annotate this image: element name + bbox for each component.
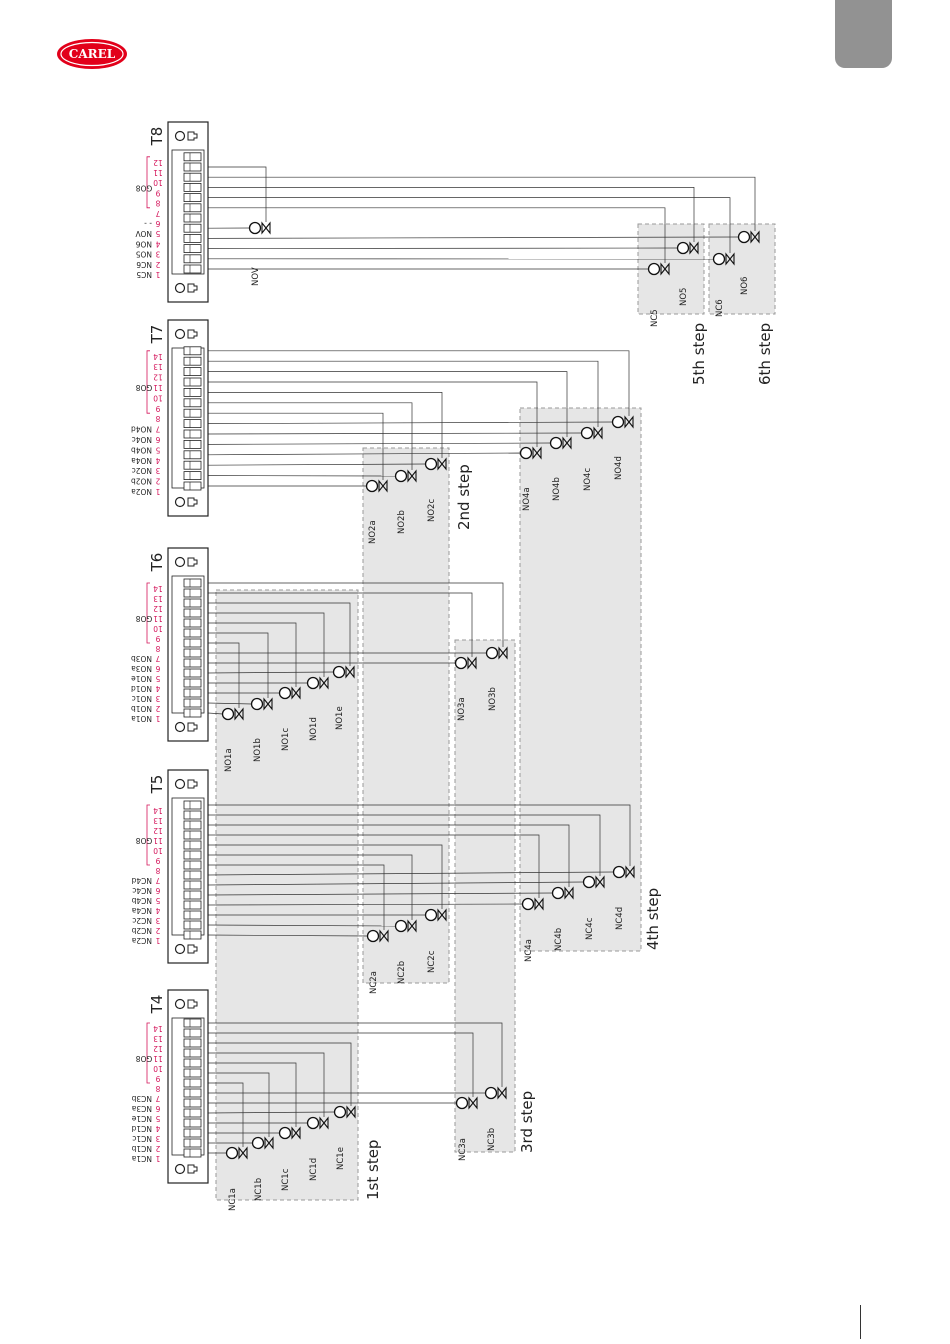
terminal-title: T5: [148, 774, 166, 794]
pin-slot: [184, 378, 201, 386]
valve-label: NC1d: [309, 1157, 319, 1181]
pin-number: 14: [153, 806, 163, 815]
valve-body: [262, 223, 270, 233]
pin-number: 4: [155, 906, 161, 915]
valve-coil: [223, 709, 234, 720]
pin-number: 7: [155, 424, 161, 434]
pin-slot: [184, 629, 201, 637]
valve-coil: [308, 1118, 319, 1129]
pin-number: 2: [155, 1144, 161, 1153]
wire: [208, 248, 678, 249]
pin-number: 1: [155, 936, 161, 945]
pin-number: 13: [153, 1034, 163, 1043]
pin-slot: [184, 472, 201, 480]
pin-number: 8: [155, 198, 161, 208]
wire: [208, 177, 755, 231]
pin-label: NC1d: [131, 1124, 152, 1133]
pin-label: NC3b: [131, 1094, 152, 1103]
valve-coil: [396, 921, 407, 932]
pin-label: NC1e: [131, 1114, 152, 1123]
pin-label: NC2c: [132, 916, 152, 925]
pin-label: NO6: [135, 239, 152, 249]
valve-label: NC1a: [228, 1188, 238, 1211]
pin-label: NO4a: [131, 455, 152, 465]
pin-number: 12: [153, 1044, 163, 1053]
pin-slot: [184, 1069, 201, 1077]
valve-coil: [714, 254, 725, 265]
pin-number: 7: [155, 876, 161, 885]
group-bracket: [147, 1023, 150, 1083]
pin-number: 10: [153, 1064, 163, 1073]
step-label: 1st step: [364, 1139, 382, 1200]
wire: [208, 208, 665, 263]
pin-slot: [184, 347, 201, 355]
wire: [208, 443, 551, 444]
pin-number: 13: [153, 816, 163, 825]
valve-coil: [227, 1148, 238, 1159]
valve-label: NC6: [715, 299, 725, 317]
valve-label: NC2b: [397, 960, 407, 984]
group-label: GO8: [135, 1054, 153, 1063]
pin-number: 3: [155, 466, 161, 476]
valve-coil: [368, 931, 379, 942]
pin-number: 3: [155, 1134, 161, 1143]
pin-slot: [184, 214, 201, 222]
pin-slot: [184, 831, 201, 839]
pin-slot: [184, 245, 201, 253]
terminal-t4: [131, 990, 208, 1183]
valve-coil: [614, 867, 625, 878]
pin-slot: [184, 430, 201, 438]
pin-number: 12: [153, 157, 163, 167]
group-label: GO8: [135, 183, 153, 193]
pin-number: 6: [155, 219, 161, 228]
pin-slot: [184, 649, 201, 657]
valve-label: NOV: [251, 267, 261, 286]
valve-coil: [487, 648, 498, 659]
pin-label: NC2a: [131, 936, 152, 945]
terminal-t5: [131, 770, 208, 963]
pin-slot: [184, 709, 201, 717]
valve-label: NO2b: [397, 510, 407, 534]
valve-label: NC1b: [254, 1177, 264, 1201]
valve-label: NO4a: [522, 487, 532, 511]
pin-slot: [184, 1029, 201, 1037]
pin-number: 8: [155, 1084, 161, 1093]
step-label: 2nd step: [455, 464, 473, 530]
pin-number: 4: [155, 455, 161, 465]
group-label: GO8: [135, 836, 153, 845]
valve-coil: [456, 658, 467, 669]
valve-coil: [486, 1088, 497, 1099]
pin-slot: [184, 1049, 201, 1057]
pin-slot: [184, 659, 201, 667]
pin-number: 11: [153, 1054, 163, 1063]
pin-number: 4: [155, 1124, 161, 1133]
valve-coil: [367, 481, 378, 492]
terminal-title: T8: [148, 126, 166, 146]
pin-number: 10: [153, 846, 163, 855]
valve-coil: [739, 232, 750, 243]
pin-number: 9: [155, 188, 161, 198]
pin-slot: [184, 224, 201, 232]
pin-label: NO5: [135, 249, 152, 259]
pin-number: 9: [155, 856, 161, 865]
pin-number: 1: [155, 714, 161, 723]
pin-slot: [184, 357, 201, 365]
pin-number: 14: [153, 351, 163, 361]
group-label: GO8: [135, 383, 153, 392]
valve-coil: [308, 678, 319, 689]
pin-slot: [184, 679, 201, 687]
pin-slot: [184, 451, 201, 459]
pin-number: 10: [153, 393, 163, 403]
pin-number: 9: [155, 634, 161, 643]
pin-slot: [184, 388, 201, 396]
pin-number: 14: [153, 584, 163, 593]
pin-slot: [184, 1079, 201, 1087]
wire: [208, 167, 266, 222]
pin-slot: [184, 609, 201, 617]
pin-slot: [184, 255, 201, 263]
pin-label: NO2a: [131, 487, 152, 496]
wire: [208, 187, 694, 242]
pin-slot: [184, 619, 201, 627]
valve-coil: [551, 438, 562, 449]
pin-slot: [184, 1109, 201, 1117]
pin-slot: [184, 841, 201, 849]
pin-number: 8: [155, 866, 161, 875]
pin-label: NO1d: [130, 684, 152, 693]
pin-number: 1: [155, 487, 161, 496]
valve-coil: [426, 910, 437, 921]
valve-coil: [426, 459, 437, 470]
pin-slot: [184, 173, 201, 181]
pin-slot: [184, 399, 201, 407]
pin-slot: [184, 163, 201, 171]
valve-coil: [280, 1128, 291, 1139]
pin-number: 2: [155, 704, 161, 713]
pin-label: NC1c: [132, 1134, 152, 1143]
pin-slot: [184, 599, 201, 607]
pin-number: 2: [155, 259, 161, 269]
pin-number: 12: [153, 372, 163, 382]
terminal-title: T7: [148, 324, 166, 344]
valve-label: NO3a: [457, 697, 467, 721]
pin-number: 5: [155, 229, 161, 239]
valve-label: NO4c: [583, 467, 593, 491]
pin-number: 3: [155, 694, 161, 703]
pin-slot: [184, 891, 201, 899]
group-bracket: [147, 157, 150, 208]
valve-coil: [553, 888, 564, 899]
pin-label: NC4d: [131, 876, 152, 885]
pin-label: NC6: [136, 259, 152, 269]
pin-number: 11: [153, 836, 163, 845]
pin-slot: [184, 911, 201, 919]
pin-slot: [184, 811, 201, 819]
pin-slot: [184, 1099, 201, 1107]
pin-number: 10: [153, 624, 163, 633]
valve-label: NO5: [679, 287, 689, 306]
step-label: 6th step: [756, 322, 774, 385]
pin-slot: [184, 579, 201, 587]
pin-label: NC4b: [131, 896, 152, 905]
valve-label: NO3b: [488, 687, 498, 711]
wire: [208, 372, 567, 437]
pin-label: NO4c: [131, 435, 152, 444]
valve-coil: [678, 243, 689, 254]
valve-coil: [523, 899, 534, 910]
pin-label: NC1b: [131, 1144, 152, 1153]
pin-label: NO4d: [130, 424, 152, 434]
pin-number: 3: [155, 249, 161, 259]
pin-slot: [184, 194, 201, 202]
valve-coil: [457, 1098, 468, 1109]
pin-number: 6: [155, 1104, 161, 1113]
pin-number: 3: [155, 916, 161, 925]
valve-label: NC5: [650, 309, 660, 327]
pin-slot: [184, 689, 201, 697]
pin-label: NC5: [136, 270, 152, 279]
pin-slot: [184, 589, 201, 597]
pin-number: 9: [155, 1074, 161, 1083]
terminal-t8: [135, 122, 208, 302]
terminal-t7: [131, 320, 208, 516]
pin-label: NC4c: [132, 886, 152, 895]
terminal-blocks: [131, 122, 208, 1183]
pin-label: NO1a: [131, 714, 152, 723]
pin-number: 2: [155, 476, 161, 486]
valve-label: NO1e: [335, 706, 345, 730]
pin-number: 9: [155, 403, 161, 413]
valve-label: NO1d: [309, 717, 319, 741]
group-label: GO8: [135, 614, 153, 623]
pin-slot: [184, 821, 201, 829]
pin-slot: [184, 801, 201, 809]
terminal-title: T4: [148, 994, 166, 1014]
pin-slot: [184, 440, 201, 448]
pin-slot: [184, 409, 201, 417]
valve-coil: [253, 1138, 264, 1149]
wire: [208, 351, 629, 416]
group-bracket: [147, 805, 150, 865]
pin-number: 7: [155, 1094, 161, 1103]
pin-slot: [184, 851, 201, 859]
pin-slot: [184, 368, 201, 376]
pin-slot: [184, 1019, 201, 1027]
valve-label: NC1e: [336, 1147, 346, 1170]
pin-slot: [184, 1149, 201, 1157]
pin-number: 7: [155, 654, 161, 663]
pin-number: 11: [153, 168, 163, 177]
pin-slot: [184, 1129, 201, 1137]
step-label: 3rd step: [518, 1090, 536, 1153]
valve-coil: [521, 448, 532, 459]
pin-slot: [184, 204, 201, 212]
pin-label: NC1a: [131, 1154, 152, 1163]
pin-number: 8: [155, 644, 161, 653]
pin-number: 7: [155, 208, 161, 218]
logo-text: CAREL: [68, 47, 116, 61]
valve-label: NO1a: [224, 748, 234, 772]
valve-coil: [334, 667, 345, 678]
pin-number: 5: [155, 896, 161, 905]
valve-coil: [250, 223, 261, 234]
pin-slot: [184, 183, 201, 191]
pin-slot: [184, 881, 201, 889]
pin-slot: [184, 482, 201, 490]
pin-number: 6: [155, 435, 161, 444]
group-bracket: [147, 583, 150, 643]
valve-coil: [335, 1107, 346, 1118]
pin-slot: [184, 234, 201, 242]
pin-number: 4: [155, 239, 161, 249]
pin-slot: [184, 1089, 201, 1097]
pin-number: 5: [155, 1114, 161, 1123]
pin-label: NO2c: [131, 466, 152, 476]
valve-label: NO1b: [253, 738, 263, 762]
pin-number: 1: [155, 270, 161, 279]
valve-label: NO2a: [368, 520, 378, 544]
valve-coil: [582, 428, 593, 439]
valve-label: NO2c: [427, 498, 437, 522]
valve-coil: [584, 877, 595, 888]
pin-number: 12: [153, 604, 163, 613]
pin-slot: [184, 1139, 201, 1147]
pin-slot: [184, 461, 201, 469]
valve-label: NC4d: [615, 906, 625, 930]
pin-number: 11: [153, 383, 163, 392]
pin-slot: [184, 871, 201, 879]
pin-number: 12: [153, 826, 163, 835]
pin-number: 1: [155, 1154, 161, 1163]
valve-label: NO6: [740, 276, 750, 295]
pin-slot: [184, 1059, 201, 1067]
valve-coil: [252, 699, 263, 710]
pin-label: NOV: [135, 229, 152, 239]
pin-slot: [184, 669, 201, 677]
terminal-t6: [131, 548, 208, 741]
valve-label: NC4a: [524, 939, 534, 962]
valve-label: NC1c: [281, 1168, 291, 1191]
pin-number: 11: [153, 614, 163, 623]
pin-slot: [184, 699, 201, 707]
valve-label: NO1c: [281, 727, 291, 751]
valve-label: NC3a: [458, 1138, 468, 1161]
pin-label: NC4a: [131, 906, 152, 915]
valve-coil: [613, 417, 624, 428]
pin-label: NC2b: [131, 926, 152, 935]
pin-number: 14: [153, 1024, 163, 1033]
pin-number: 13: [153, 362, 163, 372]
step-label: 4th step: [644, 887, 662, 950]
pin-label: NO4b: [130, 445, 152, 455]
pin-number: 6: [155, 886, 161, 895]
pin-label: NO1c: [131, 694, 152, 703]
group-bracket: [147, 351, 150, 413]
pin-slot: [184, 901, 201, 909]
valve-coil: [649, 264, 660, 275]
step-label: 5th step: [690, 322, 708, 385]
pin-label: NO2b: [130, 476, 152, 486]
pin-slot: [184, 265, 201, 273]
pin-slot: [184, 861, 201, 869]
pin-number: 5: [155, 674, 161, 683]
valve-label: NC3b: [487, 1127, 497, 1151]
pin-label: NC3a: [131, 1104, 152, 1113]
pin-number: 5: [155, 445, 161, 455]
pin-number: 2: [155, 926, 161, 935]
pin-slot: [184, 420, 201, 428]
wire: [208, 382, 537, 447]
pin-number: 13: [153, 594, 163, 603]
pin-label: NO3a: [131, 664, 152, 673]
pin-label: - -: [144, 219, 152, 228]
pin-slot: [184, 921, 201, 929]
pin-number: 4: [155, 684, 161, 693]
pin-slot: [184, 639, 201, 647]
valve-label: NC4c: [585, 917, 595, 940]
terminal-title: T6: [148, 552, 166, 572]
valve-label: NO4b: [552, 477, 562, 501]
valve-label: NC2c: [427, 950, 437, 973]
valve-label: NO4d: [614, 456, 624, 480]
valve-coil: [280, 688, 291, 699]
pin-label: NO1e: [131, 674, 152, 683]
pin-number: 6: [155, 664, 161, 673]
pin-slot: [184, 153, 201, 161]
valve-label: NC4b: [554, 927, 564, 951]
pin-slot: [184, 1039, 201, 1047]
pin-slot: [184, 931, 201, 939]
pin-label: NO3b: [130, 654, 152, 663]
valve-coil: [396, 471, 407, 482]
pin-number: 10: [153, 178, 163, 188]
pin-label: NO1b: [130, 704, 152, 713]
valve-icon: [250, 223, 271, 234]
pin-slot: [184, 1119, 201, 1127]
pin-number: 8: [155, 414, 161, 424]
valve-label: NC2a: [369, 971, 379, 994]
